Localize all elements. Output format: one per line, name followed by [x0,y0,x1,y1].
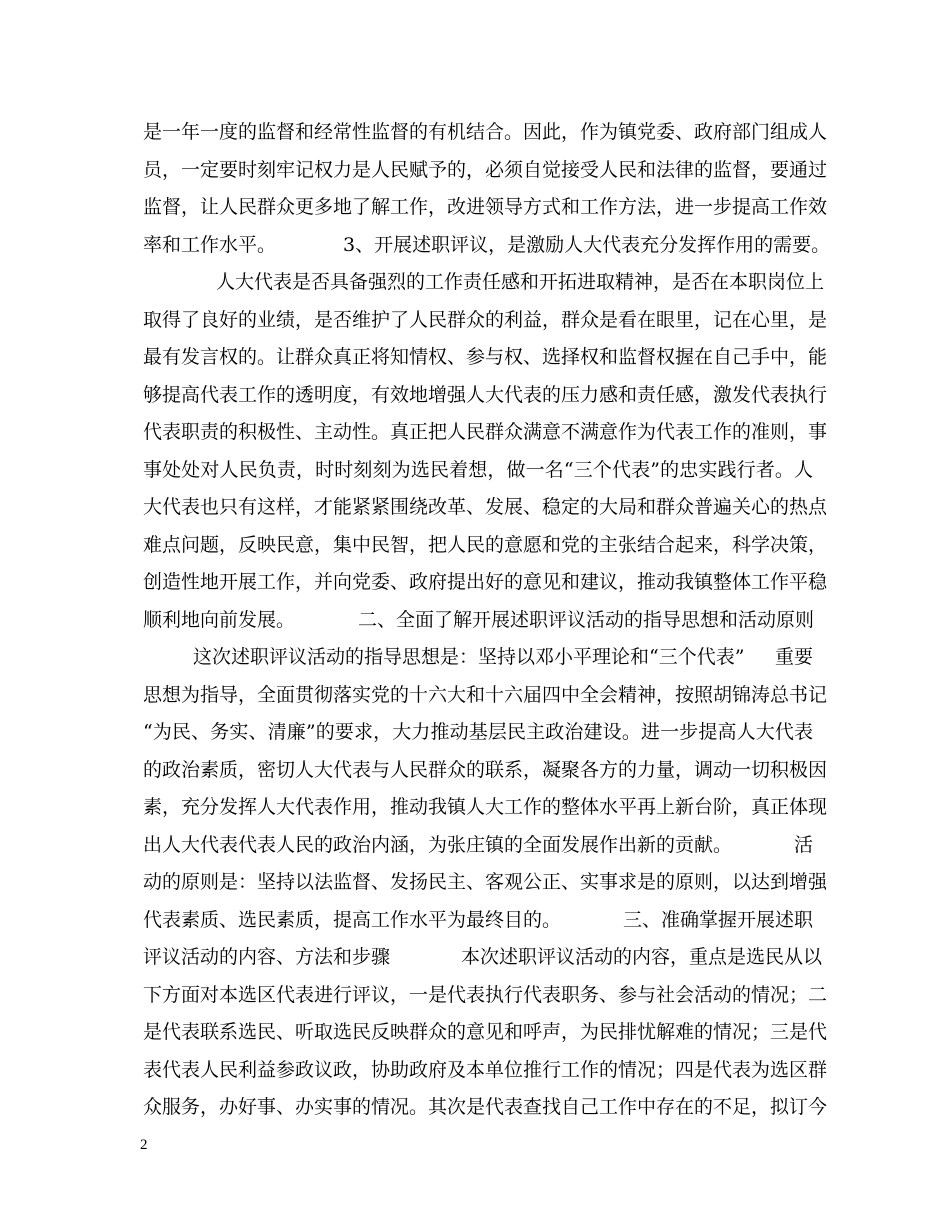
text-line-content: 大代表也只有这样，才能紧紧围绕改革、发展、稳定的大局和群众普遍关心的热点 [143,496,828,518]
text-line [143,339,828,377]
text-line [143,1089,828,1127]
text-segment: 率和工作水平。 [143,233,277,256]
section-heading: 三、准确掌握开展述职 [623,908,814,931]
text-line [143,414,828,452]
text-line [143,714,813,752]
text-line [143,902,813,940]
text-line-content: 动的原则是：坚持以法监督、发扬民主、客观公正、实事求是的原则，以达到增强 [143,871,828,893]
section-heading: 评议活动的内容、方法和步骤 [143,946,391,968]
text-line [143,939,823,977]
text-line [143,114,828,152]
text-line [143,752,828,790]
text-line-content: “为民、务实、清廉”的要求，大力推动基层民主政治建设。进一步提高人大代表 [143,721,813,743]
text-line [143,1052,828,1090]
text-line-content: 表代表人民利益参政议政，协助政府及本单位推行工作的情况；四是代表为选区群 [143,1058,828,1081]
text-line-content: 下方面对本选区代表进行评议，一是代表执行代表职务、参与社会活动的情况；二 [143,983,828,1006]
text-line [143,152,828,190]
text-line-content: 思想为指导，全面贯彻落实党的十六大和十六届四中全会精神，按照胡锦涛总书记 [143,683,828,706]
text-line-content: 创造性地开展工作，并向党委、政府提出好的意见和建议，推动我镇整体工作平稳 [143,571,828,593]
text-line [143,677,828,715]
text-line-content: 众服务，办好事、办实事的情况。其次是代表查找自己工作中存在的不足，拟订今 [143,1096,828,1118]
text-segment: 这次述职评议活动的指导思想是：坚持以邓小平理论和“三个代表” [193,646,745,668]
text-line [143,377,828,415]
text-line [143,227,831,265]
text-line [143,1014,828,1052]
text-line-content: 够提高代表工作的透明度，有效地增强人大代表的压力感和责任感，激发代表执行 [143,383,828,406]
text-segment: 重要 [775,646,814,668]
text-line [143,302,828,340]
text-line [143,189,828,227]
text-line-content: 素，充分发挥人大代表作用，推动我镇人大工作的整体水平再上新台阶，真正体现 [143,796,828,818]
text-segment: 本次述职评议活动的内容，重点是选民从以 [461,946,823,968]
text-segment: 人大代表是否具备强烈的工作责任感和开拓进取精神，是否在本职岗位上 [216,271,825,293]
text-segment: 顺利地向前发展。 [143,608,296,631]
text-line-content: 取得了良好的业绩，是否维护了人民群众的利益，群众是看在眼里，记在心里，是 [143,308,828,331]
text-line [143,564,828,602]
text-line [143,489,828,527]
text-line [143,639,813,677]
text-line-content: 事处处对人民负责，时时刻刻为选民着想，做一名“三个代表”的忠实践行者。人 [143,458,813,481]
text-line [143,527,828,565]
text-line-content: 员，一定要时刻牢记权力是人民赋予的，必须自觉接受人民和法律的监督，要通过 [143,158,828,181]
text-segment: 活 [794,833,814,856]
text-line-content: 监督，让人民群众更多地了解工作，改进领导方式和工作方法，进一步提高工作效 [143,196,828,218]
text-line-content: 代表职责的积极性、主动性。真正把人民群众满意不满意作为代表工作的准则，事 [143,421,828,443]
text-line-content: 难点问题，反映民意，集中民智，把人民的意愿和党的主张结合起来，科学决策， [143,533,828,556]
text-line [143,977,828,1015]
body-text [143,114,831,1127]
text-line [143,827,813,865]
section-heading: 二、全面了解开展述职评议活动的指导思想和活动原则 [358,608,815,631]
page-number: 2 [140,1137,148,1153]
text-line [143,264,825,302]
text-segment: 出人大代表代表人民的政治内涵，为张庄镇的全面发展作出新的贡献。 [143,833,733,856]
text-line-content: 的政治素质，密切人大代表与人民群众的联系，凝聚各方的力量，调动一切积极因 [143,758,828,781]
text-line [143,789,828,827]
section-heading: 3、开展述职评议，是激励人大代表充分发挥作用的需要。 [343,233,831,256]
text-segment: 代表素质、选民素质，提高工作水平为最终目的。 [143,908,562,931]
text-line-content: 最有发言权的。让群众真正将知情权、参与权、选择权和监督权握在自己手中，能 [143,346,828,368]
text-line-content: 是代表联系选民、听取选民反映群众的意见和呼声，为民排忧解难的情况；三是代 [143,1021,828,1043]
text-line-content: 是一年一度的监督和经常性监督的有机结合。因此，作为镇党委、政府部门组成人 [143,121,828,143]
text-line [143,864,828,902]
text-line [143,452,813,490]
text-line [143,602,813,640]
